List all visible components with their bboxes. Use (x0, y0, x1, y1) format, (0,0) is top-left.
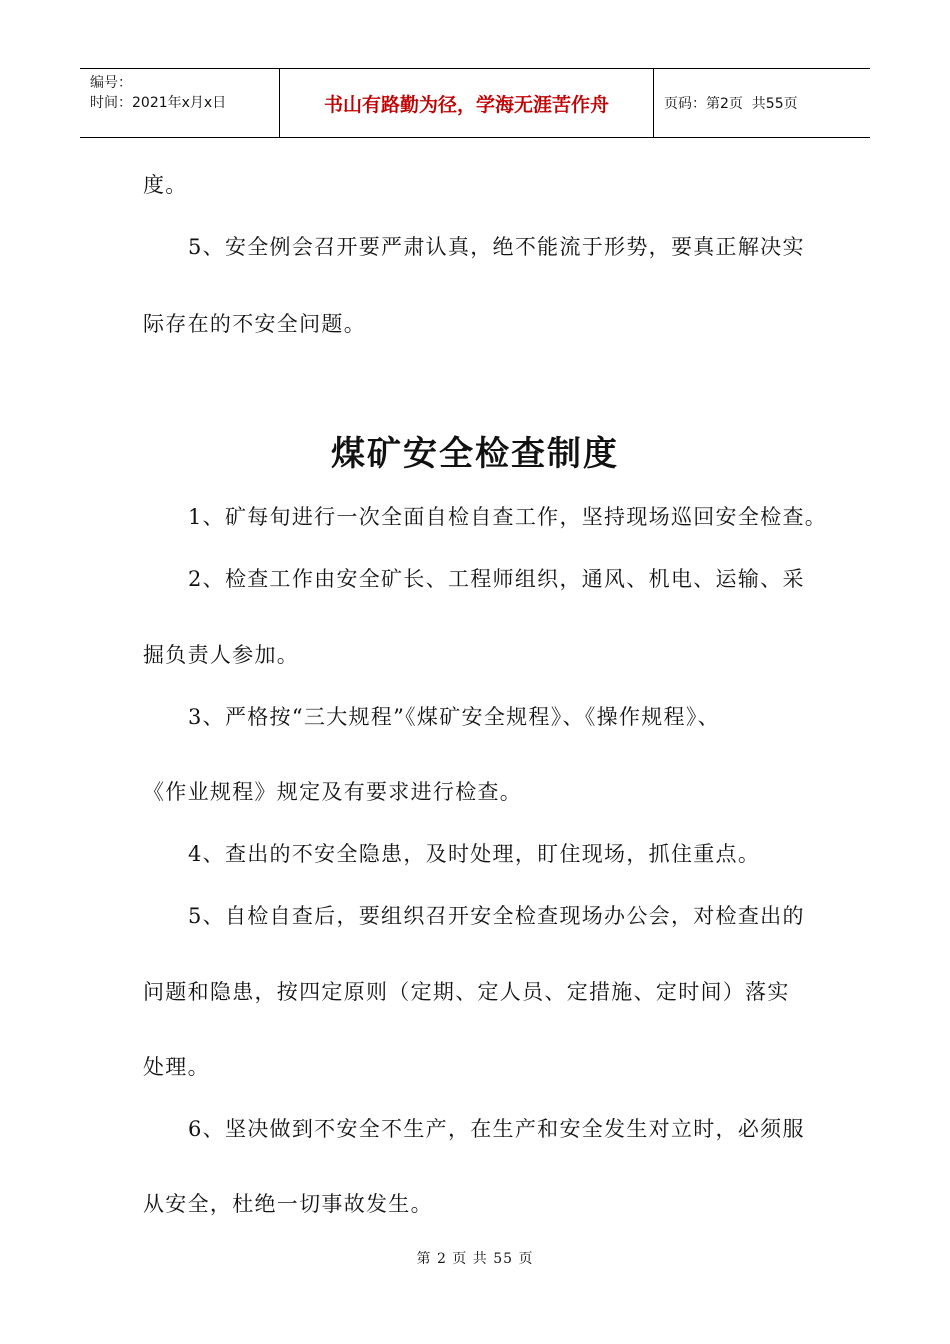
rule-item-5-line3: 处理。 (143, 1055, 210, 1079)
paragraph-continuation: 度。 (143, 173, 188, 197)
rule-item-6-line2: 从安全，杜绝一切事故发生。 (143, 1192, 433, 1216)
rule-item-6-line1: 6、坚决做到不安全不生产，在生产和安全发生对立时，必须服 (188, 1117, 805, 1141)
page-header (80, 68, 870, 138)
rule-item-5-line1: 5、自检自查后，要组织召开安全检查现场办公会，对检查出的 (188, 904, 805, 928)
header-motto: 书山有路勤为径，学海无涯苦作舟 (280, 69, 654, 137)
document-number: 编号： (90, 75, 132, 91)
rule-item-4: 4、查出的不安全隐患，及时处理，盯住现场，抓住重点。 (188, 842, 761, 866)
rule-item-3-line1: 3、严格按“三大规程”《煤矿安全规程》、《操作规程》、 (188, 705, 720, 729)
header-page-label: 页码：第2页 共55页 (664, 96, 798, 112)
page-footer: 第 2 页 共 55 页 (416, 1251, 534, 1267)
rule-item-2-line1: 2、检查工作由安全矿长、工程师组织，通风、机电、运输、采 (188, 567, 805, 591)
header-meta (80, 69, 280, 137)
document-date: 时间：2021年x月x日 (90, 95, 227, 111)
rule-item-1: 1、矿每旬进行一次全面自检自查工作，坚持现场巡回安全检查。 (188, 505, 828, 529)
rule-item-2-line2: 掘负责人参加。 (143, 643, 300, 667)
rule-item-5-line2: 问题和隐患，按四定原则（定期、定人员、定措施、定时间）落实 (143, 980, 790, 1004)
paragraph-item5-line2: 际存在的不安全问题。 (143, 312, 366, 336)
paragraph-item5-line1: 5、安全例会召开要严肃认真，绝不能流于形势，要真正解决实 (188, 235, 805, 259)
rule-item-3-line2: 《作业规程》规定及有要求进行检查。 (143, 780, 523, 804)
section-title: 煤矿安全检查制度 (331, 434, 619, 474)
header-page-info (654, 69, 870, 137)
